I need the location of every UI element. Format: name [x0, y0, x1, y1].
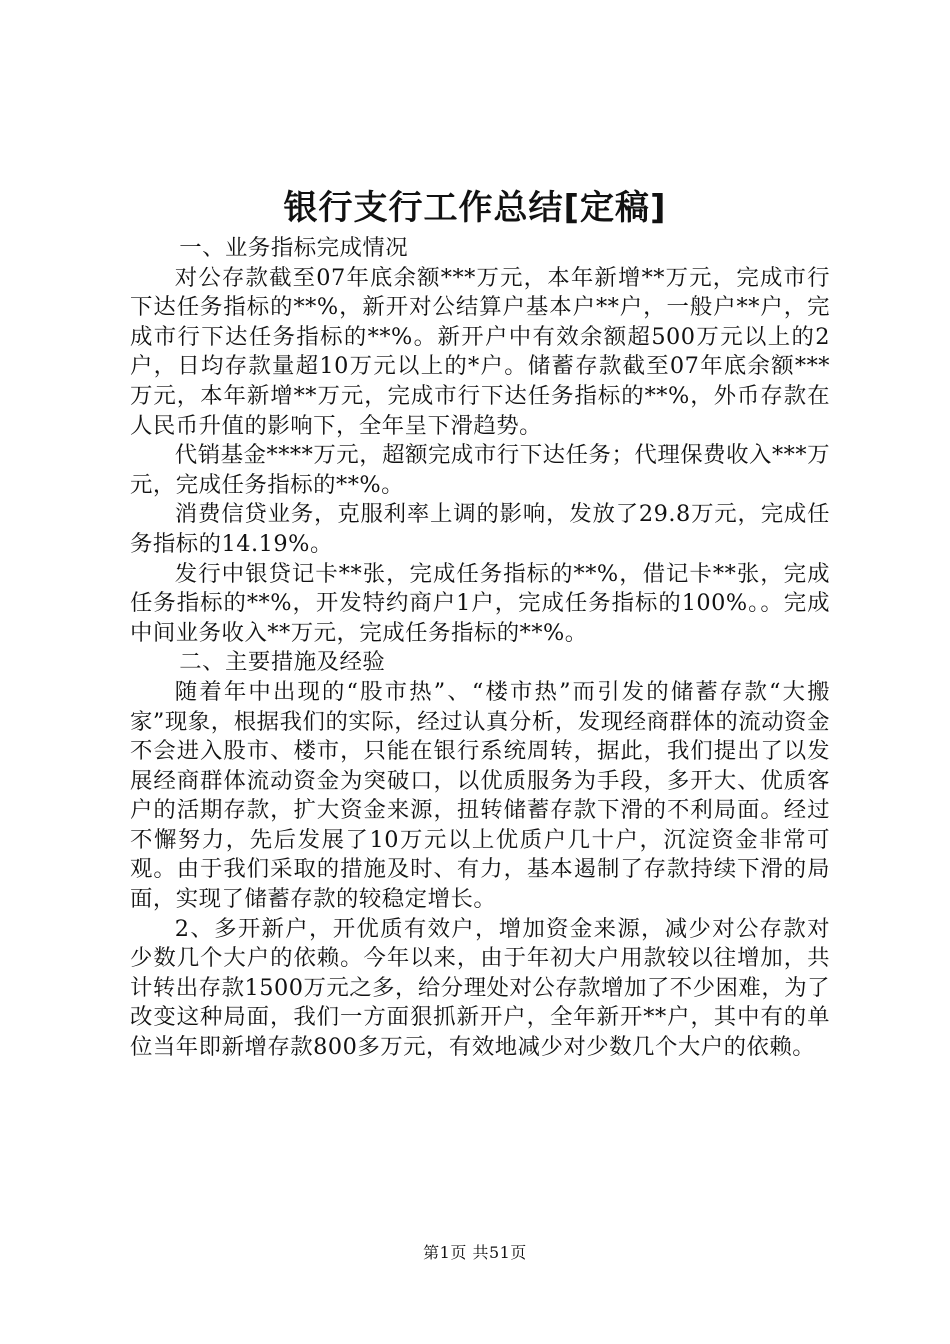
section-heading-1: 一、业务指标完成情况 — [179, 235, 409, 261]
page-footer: 第1页 共51页 — [423, 1243, 527, 1262]
paragraph-funds: 代销基金****万元，超额完成市行下达任务；代理保费收入***万元，完成任务指标的**%。 — [130, 442, 830, 498]
document-body — [130, 234, 830, 1063]
paragraph-measures: 随着年中出现的“股市热”、“楼市热”而引发的储蓄存款“大搬家”现象，根据我们的实际，经过认真分析，发现经商群体的流动资金不会进入股市、楼市，只能在银行系统周转，据此，我们提出了以发展经商群体流动资金为突破口，以优质服务为手段，多开大、优质客户的活期存款，扩大资金来源，扭转储蓄存款下滑的不利局面。经过不懈努力，先后发展了10万元以上优质户几十户，沉淀资金非常可观。由于我们采取的措施及时、有力，基本遏制了存款持续下滑的局面，实现了储蓄存款的较稳定增长。 — [130, 678, 830, 913]
paragraph-deposits: 对公存款截至07年底余额***万元，本年新增**万元，完成市行下达任务指标的**%，新开对公结算户基本户**户，一般户**户，完成市行下达任务指标的**%。新开户中有效余额超500万元以上的2户，日均存款量超10万元以上的*户。储蓄存款截至07年底余额***万元，本年新增**万元，完成市行下达任务指标的**%，外币存款在人民币升值的影响下，全年呈下滑趋势。 — [130, 264, 830, 439]
document-title: 银行支行工作总结[定稿] — [283, 188, 667, 228]
paragraph-cards: 发行中银贷记卡**张，完成任务指标的**%，借记卡**张，完成任务指标的**%，开发特约商户1户，完成任务指标的100%。。完成中间业务收入**万元，完成任务指标的**%。 — [130, 560, 830, 646]
paragraph-new-accounts: 2、多开新户，开优质有效户，增加资金来源，减少对公存款对少数几个大户的依赖。今年以来，由于年初大户用款较以往增加，共计转出存款1500万元之多，给分理处对公存款增加了不少困难，为了改变这种局面，我们一方面狠抓新开户，全年新开**户，其中有的单位当年即新增存款800多万元，有效地减少对少数几个大户的依赖。 — [130, 915, 830, 1061]
section-heading-2: 二、主要措施及经验 — [179, 649, 386, 676]
paragraph-consumer-credit: 消费信贷业务，克服利率上调的影响，发放了29.8万元，完成任务指标的14.19%。 — [130, 501, 830, 557]
